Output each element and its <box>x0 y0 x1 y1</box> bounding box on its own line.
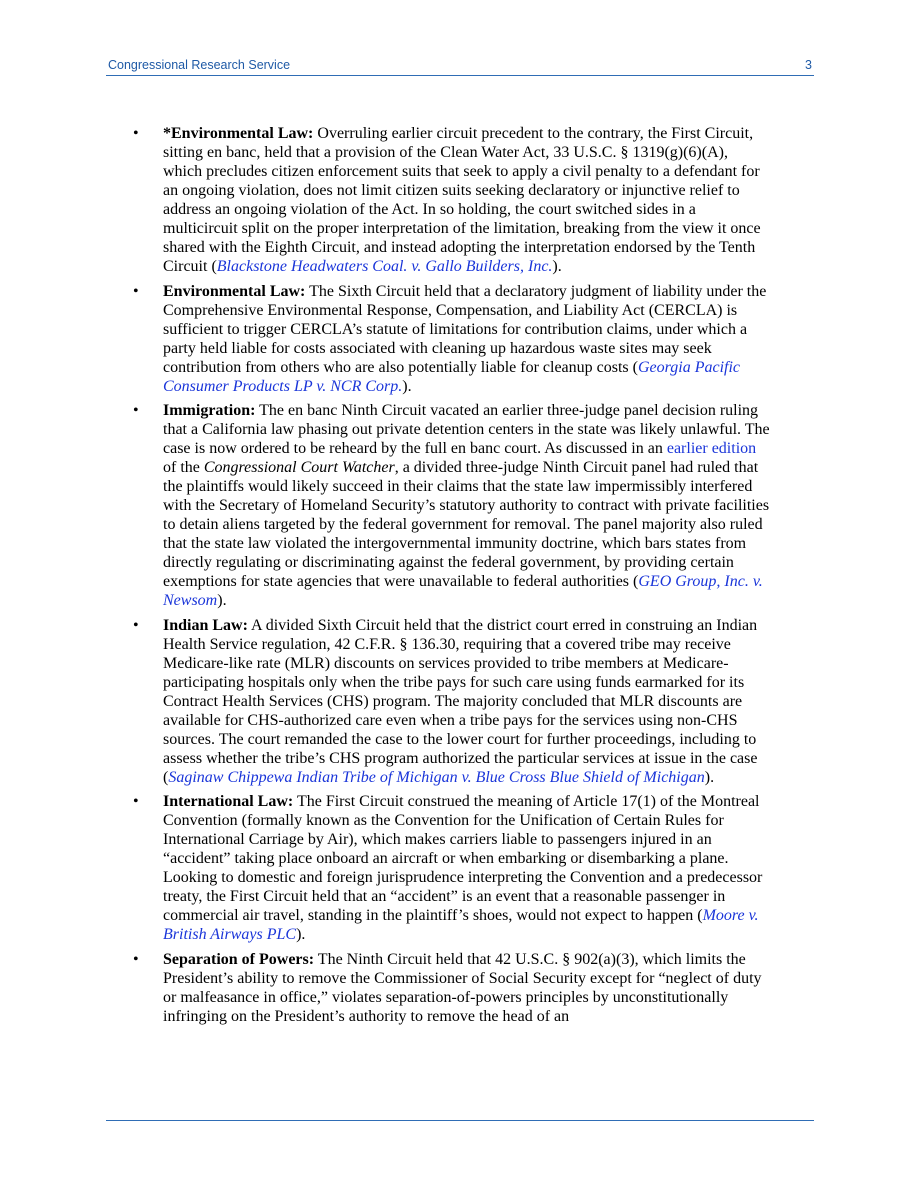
publication-title: Congressional Court Watcher <box>203 459 395 476</box>
case-link[interactable]: GEO Group, Inc. v. Newsom <box>163 573 763 609</box>
list-item <box>110 401 770 610</box>
summary-text: The Ninth Circuit held that 42 U.S.C. § 902(a)(3), which limits the President’s ability to remove the Commissioner of Social Security except for “neglect of duty or malfeasance in office,” violates separation-of-powers principles by unconstitutionally infringing on the President’s authority to remove the head of an <box>163 950 762 1025</box>
topic-heading: Environmental Law: <box>163 282 306 300</box>
topic-heading: *Environmental Law: <box>163 125 314 142</box>
header-divider <box>106 75 814 76</box>
case-link[interactable]: Blackstone Headwaters Coal. v. Gallo Builders, Inc. <box>216 258 553 275</box>
closing-text: ). <box>402 377 412 395</box>
summary-text: of the <box>163 459 204 476</box>
summary-text: The Sixth Circuit held that a declaratory judgment of liability under the Comprehensive Environmental Response, Compensation, and Liability Act (CERCLA) is sufficient to trigger CERCLA’s statute of limitations for contribution claims, under which a party held liable for costs associated with cleaning up hazardous waste sites may seek contribution from others who are also potentially liable for cleanup costs ( <box>163 282 767 376</box>
bullet-icon: • <box>133 402 139 419</box>
list-item <box>110 124 770 276</box>
list-item <box>110 616 770 787</box>
footer-divider <box>106 1120 814 1121</box>
page-number: 3 <box>805 58 812 72</box>
summary-text: The en banc Ninth Circuit vacated an earlier three-judge panel decision ruling that a California law phasing out private detention centers in the state was likely unlawful. The case is now ordered to be reheard by the full en banc court. As discussed in an <box>163 402 770 457</box>
bullet-icon: • <box>133 950 139 968</box>
case-link[interactable]: Moore v. British Airways PLC <box>163 907 759 943</box>
list-item <box>110 792 770 944</box>
topic-heading: Separation of Powers: <box>163 950 315 968</box>
case-link[interactable]: Saginaw Chippewa Indian Tribe of Michigan v. Blue Cross Blue Shield of Michigan <box>168 768 705 786</box>
closing-text: ). <box>704 768 715 786</box>
earlier-edition-link[interactable]: earlier edition <box>666 440 757 457</box>
topic-heading: Immigration: <box>163 402 256 419</box>
summary-text: Overruling earlier circuit precedent to the contrary, the First Circuit, sitting en banc, held that a provision of the Clean Water Act, 33 U.S.C. § 1319(g)(6)(A), which precludes citizen enforcement suits that seek to apply a civil penalty to a defendant for an ongoing violation, does not limit citizen suits seeking declaratory or injunctive relief to address an ongoing violation of the Act. In so holding, the court switched sides in a multicircuit split on the proper interpretation of the limitation, breaking from the view it once shared with the Eighth Circuit, and instead adopting the interpretation endorsed by the Tenth Circuit ( <box>163 125 761 275</box>
bullet-icon: • <box>133 125 139 142</box>
bullet-icon: • <box>133 793 139 810</box>
list-item <box>110 282 770 396</box>
header-org-name: Congressional Research Service <box>108 58 291 72</box>
bullet-icon: • <box>133 616 139 634</box>
summary-text: , a divided three-judge Ninth Circuit panel had ruled that the plaintiffs would likely succeed in their claims that the state law impermissibly interfered with the Secretary of Homeland Security’s statutory authority to contract with private facilities to detain aliens targeted by the federal government for removal. The panel majority also ruled that the state law violated the intergovernmental immunity doctrine, which bars states from directly regulating or discriminating against the federal government, by providing certain exemptions for state agencies that were unavailable to federal authorities ( <box>163 459 770 590</box>
topic-heading: Indian Law: <box>163 616 248 634</box>
closing-text: ). <box>552 258 562 275</box>
case-summary-list <box>110 124 770 1031</box>
bullet-icon: • <box>133 282 139 300</box>
summary-text: A divided Sixth Circuit held that the district court erred in construing an Indian Health Service regulation, 42 C.F.R. § 136.30, requiring that a covered tribe may receive Medicare-like rate (MLR) discounts on services provided to tribe members at Medicare-participating hospitals only when the tribe pays for such care using funds earmarked for its Contract Health Services (CHS) program. The majority concluded that MLR discounts are available for CHS-authorized care even when a tribe pays for the services using non-CHS sources. The court remanded the case to the lower court for further proceedings, including to assess whether the tribe’s CHS program authorized the particular services at issue in the case ( <box>163 616 758 786</box>
closing-text: ). <box>217 592 227 609</box>
closing-text: ). <box>296 926 306 943</box>
topic-heading: International Law: <box>163 793 294 810</box>
case-link[interactable]: Georgia Pacific Consumer Products LP v. NCR Corp. <box>163 358 741 395</box>
list-item <box>110 950 770 1026</box>
summary-text: The First Circuit construed the meaning of Article 17(1) of the Montreal Convention (formally known as the Convention for the Unification of Certain Rules for International Carriage by Air), which makes carriers liable to passengers injured in an “accident” taking place onboard an aircraft or when embarking or disembarking a plane. Looking to domestic and foreign jurisprudence interpreting the Convention and a predecessor treaty, the First Circuit held that an “accident” is an event that a reasonable passenger in commercial air travel, standing in the plaintiff’s shoes, would not expect to happen ( <box>163 793 763 924</box>
